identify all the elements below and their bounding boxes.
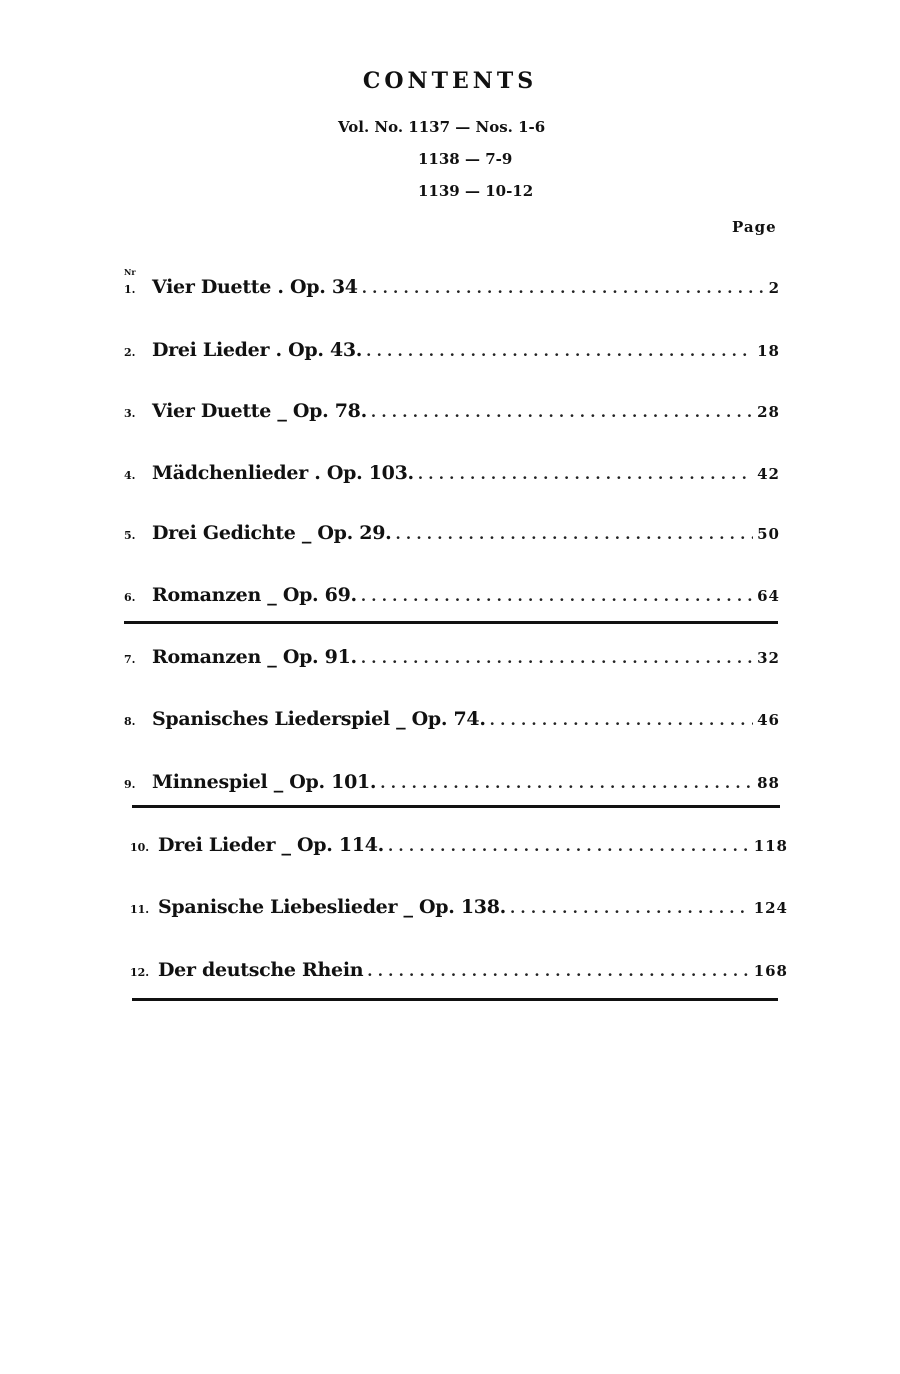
dot-leader: [371, 403, 753, 421]
volume-divider-rule: [124, 621, 778, 624]
number-column-label: Nr: [124, 267, 136, 277]
contents-entry: [124, 400, 780, 426]
entry-number: 5.: [124, 529, 136, 542]
dot-leader: [362, 279, 765, 297]
entry-number: 8.: [124, 715, 136, 728]
entry-number: 11.: [130, 903, 150, 916]
contents-entry: [124, 522, 780, 548]
entry-number: 3.: [124, 407, 136, 420]
volume-line-1139: 1139 — 10-12: [418, 182, 534, 200]
entry-number: 9.: [124, 778, 136, 791]
contents-entry: [124, 462, 780, 488]
entry-title: Spanische Liebeslieder _ Op. 138.: [158, 896, 506, 918]
dot-leader: [361, 649, 753, 667]
contents-title: CONTENTS: [362, 68, 538, 94]
entry-title: Vier Duette _ Op. 78.: [152, 400, 367, 422]
entry-number: 2.: [124, 346, 136, 359]
entry-title: Spanisches Liederspiel _ Op. 74.: [152, 708, 486, 730]
dot-leader: [388, 837, 750, 855]
dot-leader: [367, 962, 749, 980]
contents-entry: [130, 896, 788, 922]
dot-leader: [490, 711, 753, 729]
entry-title: Vier Duette . Op. 34: [152, 276, 358, 298]
entry-page: 2: [768, 279, 780, 297]
entry-page: 118: [753, 837, 788, 855]
dot-leader: [380, 774, 753, 792]
contents-entry: [124, 646, 780, 672]
dot-leader: [395, 525, 753, 543]
contents-entry: [130, 959, 788, 985]
contents-entry: [124, 771, 780, 797]
dot-leader: [418, 465, 753, 483]
entry-page: 18: [757, 342, 780, 360]
dot-leader: [366, 342, 753, 360]
entry-page: 50: [757, 525, 780, 543]
entry-page: 28: [757, 403, 780, 421]
volume-line-1137: Vol. No. 1137 — Nos. 1-6: [338, 118, 546, 136]
entry-page: 32: [757, 649, 780, 667]
entry-title: Drei Lieder . Op. 43.: [152, 339, 363, 361]
volume-divider-rule: [132, 805, 780, 808]
dot-leader: [510, 899, 750, 917]
contents-entry: [124, 339, 780, 365]
entry-page: 168: [753, 962, 788, 980]
entry-number: 7.: [124, 653, 136, 666]
entry-title: Romanzen _ Op. 69.: [152, 584, 357, 606]
entry-title: Minnespiel _ Op. 101.: [152, 771, 377, 793]
entry-title: Mädchenlieder . Op. 103.: [152, 462, 414, 484]
entry-page: 88: [757, 774, 780, 792]
entry-number: 12.: [130, 966, 150, 979]
entry-page: 124: [753, 899, 788, 917]
entry-title: Drei Gedichte _ Op. 29.: [152, 522, 392, 544]
contents-entry: [124, 708, 780, 734]
entry-title: Romanzen _ Op. 91.: [152, 646, 357, 668]
volume-divider-rule: [132, 998, 778, 1001]
entry-number: 10.: [130, 841, 150, 854]
entry-title: Der deutsche Rhein: [158, 959, 364, 981]
entry-number: 1.: [124, 283, 136, 296]
entry-page: 64: [757, 587, 780, 605]
entry-number: 6.: [124, 591, 136, 604]
dot-leader: [361, 587, 753, 605]
entry-title: Drei Lieder _ Op. 114.: [158, 834, 384, 856]
volume-line-1138: 1138 — 7-9: [418, 150, 513, 168]
contents-entry: [130, 834, 788, 860]
contents-entry: [124, 276, 780, 302]
page-column-label: Page: [732, 218, 777, 236]
contents-entry: [124, 584, 780, 610]
entry-page: 46: [757, 711, 780, 729]
entry-number: 4.: [124, 469, 136, 482]
entry-page: 42: [757, 465, 780, 483]
